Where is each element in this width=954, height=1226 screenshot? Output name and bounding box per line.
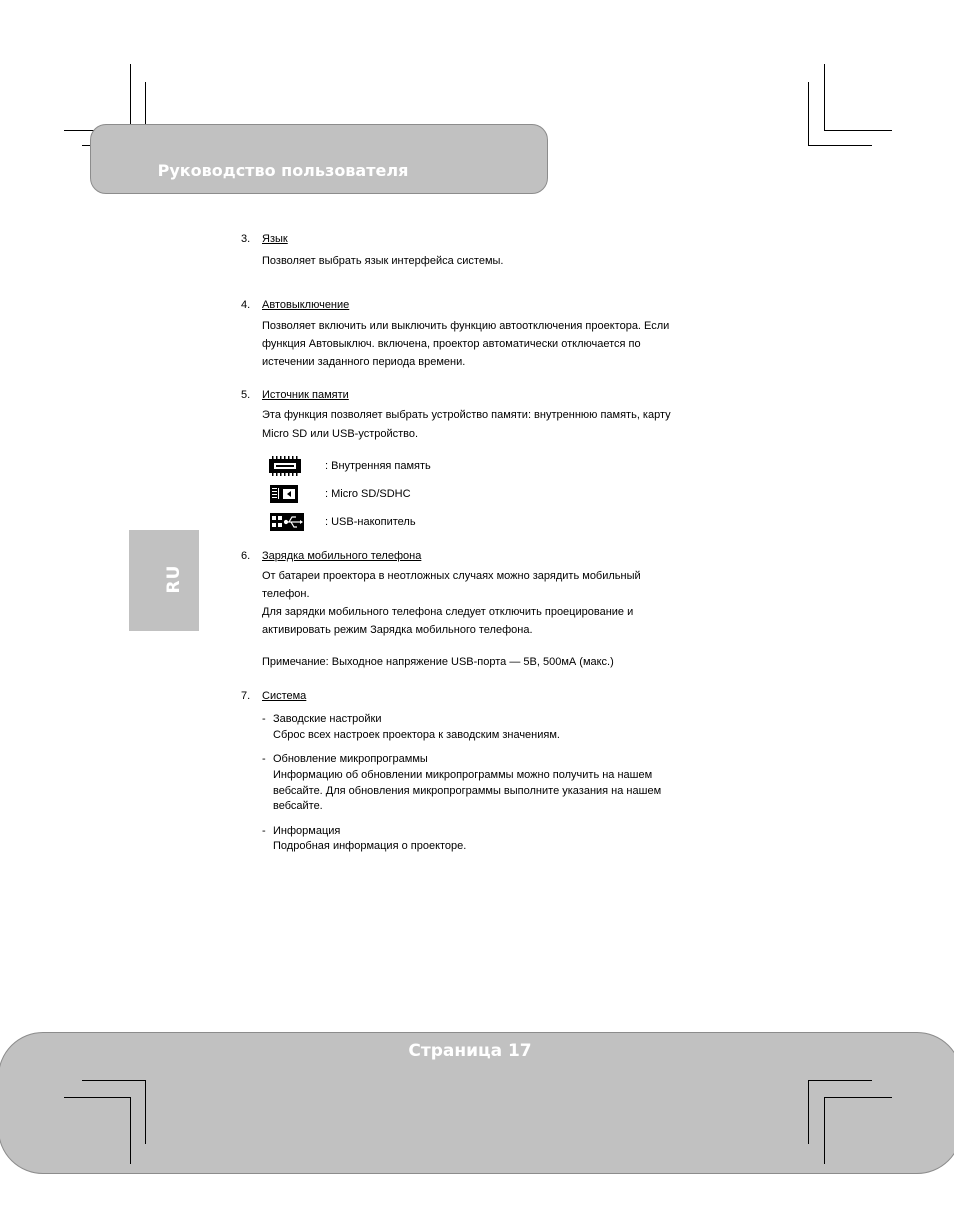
list-dash: - bbox=[262, 713, 266, 725]
page-title: Руководство пользователя bbox=[157, 161, 409, 180]
section-title: Система bbox=[262, 690, 307, 702]
system-item-text: Сброс всех настроек проектора к заводским значениям. bbox=[273, 729, 560, 741]
crop-mark bbox=[808, 1080, 809, 1144]
crop-mark bbox=[145, 1080, 146, 1144]
section-text: телефон. bbox=[262, 588, 310, 600]
system-item-text: вебсайте. bbox=[273, 800, 323, 812]
section-text: истечении заданного периода времени. bbox=[262, 356, 466, 368]
system-item-text: Информацию об обновлении микропрограммы можно получить на нашем bbox=[273, 769, 653, 781]
list-dash: - bbox=[262, 753, 266, 765]
section-title: Зарядка мобильного телефона bbox=[262, 550, 422, 562]
micro-sd-icon bbox=[270, 485, 298, 503]
memory-chip-icon bbox=[269, 456, 301, 476]
section-text: От батареи проектора в неотложных случаях можно зарядить мобильный bbox=[262, 570, 641, 582]
crop-mark bbox=[824, 64, 825, 131]
language-tab-label: RU bbox=[164, 564, 184, 594]
section-text: Эта функция позволяет выбрать устройство памяти: внутреннюю память, карту bbox=[262, 409, 671, 421]
system-item-title: Информация bbox=[273, 825, 341, 837]
crop-mark bbox=[808, 82, 809, 146]
section-text: функция Автовыключ. включена, проектор автоматически отключается по bbox=[262, 338, 641, 350]
page-number: Страница 17 bbox=[408, 1041, 532, 1061]
section-title: Автовыключение bbox=[262, 299, 350, 311]
section-number: 5. bbox=[241, 389, 251, 401]
crop-mark bbox=[824, 1097, 892, 1098]
memory-source-label: : Micro SD/SDHC bbox=[325, 488, 411, 500]
list-dash: - bbox=[262, 825, 266, 837]
memory-source-label: : USB-накопитель bbox=[325, 516, 416, 528]
section-title: Язык bbox=[262, 233, 288, 245]
header-banner bbox=[90, 124, 548, 194]
usb-drive-icon bbox=[270, 513, 304, 531]
section-text: активировать режим Зарядка мобильного телефона. bbox=[262, 624, 533, 636]
crop-mark bbox=[824, 130, 892, 131]
crop-mark bbox=[130, 64, 131, 132]
system-item-text: вебсайте. Для обновления микропрограммы выполните указания на нашем bbox=[273, 785, 662, 797]
crop-mark bbox=[64, 1097, 131, 1098]
crop-mark bbox=[808, 1080, 872, 1081]
system-item-text: Подробная информация о проекторе. bbox=[273, 840, 467, 852]
system-item-title: Заводские настройки bbox=[273, 713, 382, 725]
crop-mark bbox=[824, 1097, 825, 1164]
system-item-title: Обновление микропрограммы bbox=[273, 753, 428, 765]
note-text: Примечание: Выходное напряжение USB-порта — 5В, 500мА (макс.) bbox=[262, 656, 614, 668]
section-text: Для зарядки мобильного телефона следует отключить проецирование и bbox=[262, 606, 634, 618]
section-text: Micro SD или USB-устройство. bbox=[262, 428, 419, 440]
section-number: 3. bbox=[241, 233, 251, 245]
crop-mark bbox=[130, 1097, 131, 1164]
section-number: 4. bbox=[241, 299, 251, 311]
section-number: 6. bbox=[241, 550, 251, 562]
section-text: Позволяет включить или выключить функцию автоотключения проектора. Если bbox=[262, 320, 670, 332]
section-text: Позволяет выбрать язык интерфейса системы. bbox=[262, 255, 504, 267]
crop-mark bbox=[82, 1080, 146, 1081]
section-number: 7. bbox=[241, 690, 251, 702]
memory-source-label: : Внутренняя память bbox=[325, 460, 431, 472]
crop-mark bbox=[808, 145, 872, 146]
section-title: Источник памяти bbox=[262, 389, 349, 401]
